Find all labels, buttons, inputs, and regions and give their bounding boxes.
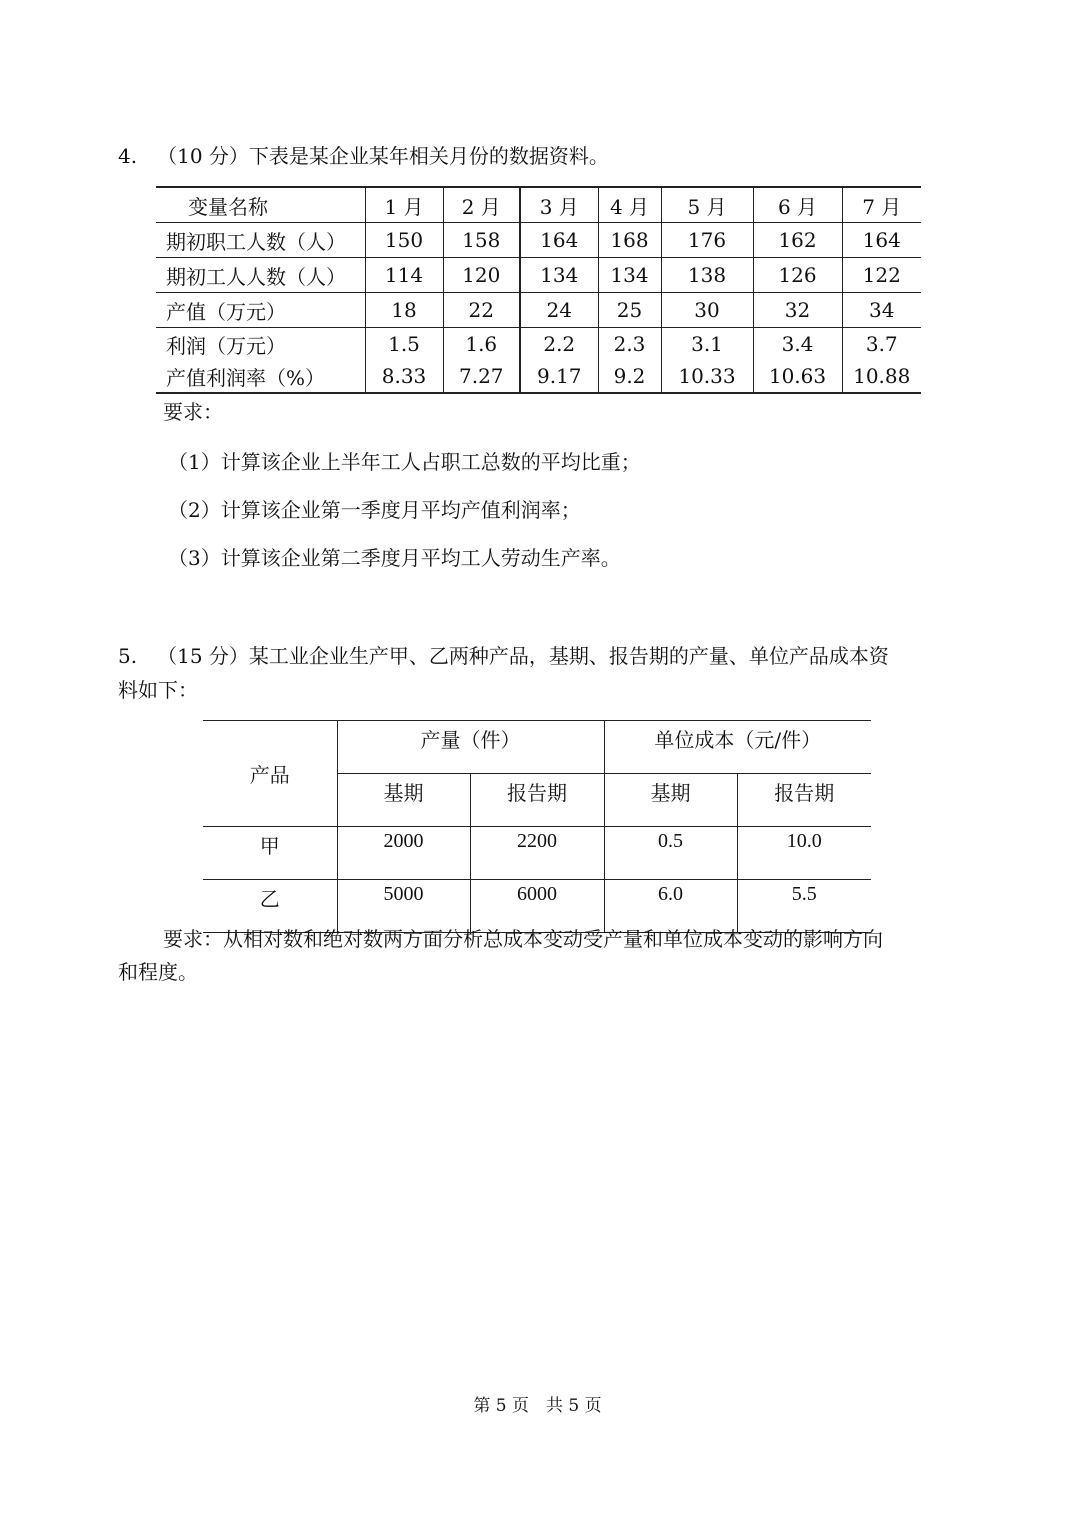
row-label: 期初工人人数（人） — [156, 258, 365, 293]
table-cell: 5.5 — [737, 880, 871, 933]
table-cell: 164 — [842, 223, 921, 258]
table-cell: 134 — [520, 258, 598, 293]
table-cell: 18 — [365, 293, 443, 328]
table-cell: 164 — [520, 223, 598, 258]
subheader-report: 报告期 — [470, 774, 604, 827]
requirement-3: （3）计算该企业第二季度月平均工人劳动生产率。 — [168, 546, 621, 570]
row-label: 产值利润率（%） — [156, 360, 365, 393]
table-cell: 3.1 — [661, 328, 753, 361]
row-label: 期初职工人数（人） — [156, 223, 365, 258]
table-cell: 150 — [365, 223, 443, 258]
header-cell: 6 月 — [753, 187, 842, 223]
table-cell: 168 — [598, 223, 661, 258]
table-cell: 0.5 — [604, 827, 737, 880]
header-cell: 1 月 — [365, 187, 443, 223]
table-cell: 3.7 — [842, 328, 921, 361]
question-5-requirement-continued: 和程度。 — [118, 960, 198, 984]
table-cell: 8.33 — [365, 360, 443, 393]
table-cell: 30 — [661, 293, 753, 328]
table-row — [156, 328, 921, 361]
subheader-base: 基期 — [604, 774, 737, 827]
table-cell: 2200 — [470, 827, 604, 880]
question-number: 4. — [118, 144, 138, 168]
table-cell: 9.17 — [520, 360, 598, 393]
table-cell: 114 — [365, 258, 443, 293]
table-cell: 162 — [753, 223, 842, 258]
subheader-report: 报告期 — [737, 774, 871, 827]
table-cell: 134 — [598, 258, 661, 293]
unit-cost-header: 单位成本（元/件） — [604, 721, 871, 774]
product-name: 乙 — [203, 880, 337, 933]
header-cell: 4 月 — [598, 187, 661, 223]
table-cell: 6.0 — [604, 880, 737, 933]
row-label: 产值（万元） — [156, 293, 365, 328]
table-cell: 138 — [661, 258, 753, 293]
requirement-2: （2）计算该企业第一季度月平均产值利润率； — [168, 498, 581, 522]
table-cell: 5000 — [337, 880, 470, 933]
table-cell: 158 — [443, 223, 520, 258]
table-cell: 9.2 — [598, 360, 661, 393]
table-cell: 24 — [520, 293, 598, 328]
table-cell: 120 — [443, 258, 520, 293]
monthly-data-table — [156, 186, 921, 394]
table-row — [156, 293, 921, 328]
header-cell: 5 月 — [661, 187, 753, 223]
header-cell: 3 月 — [520, 187, 598, 223]
table-row — [203, 827, 871, 880]
requirement-1: （1）计算该企业上半年工人占职工总数的平均比重； — [168, 450, 641, 474]
page-footer: 第 5 页 共 5 页 — [473, 1396, 602, 1416]
question-5-stem-continued: 料如下： — [118, 678, 198, 702]
table-cell: 176 — [661, 223, 753, 258]
table-cell: 1.6 — [443, 328, 520, 361]
question-5-requirement: 要求：从相对数和绝对数两方面分析总成本变动受产量和单位成本变动的影响方向 — [163, 927, 883, 951]
question-4-stem — [118, 142, 609, 170]
table-cell: 1.5 — [365, 328, 443, 361]
product-header: 产品 — [203, 721, 337, 827]
table-cell: 6000 — [470, 880, 604, 933]
table-row — [156, 223, 921, 258]
table-header-row — [156, 187, 921, 223]
table-cell: 10.88 — [842, 360, 921, 393]
question-text: （10 分）下表是某企业某年相关月份的数据资料。 — [157, 144, 609, 168]
product-name: 甲 — [203, 827, 337, 880]
table-header-row — [203, 721, 871, 774]
table-cell: 126 — [753, 258, 842, 293]
table-cell: 10.0 — [737, 827, 871, 880]
table-cell: 2.3 — [598, 328, 661, 361]
table-cell: 122 — [842, 258, 921, 293]
subheader-base: 基期 — [337, 774, 470, 827]
table-cell: 10.63 — [753, 360, 842, 393]
table-cell: 32 — [753, 293, 842, 328]
header-cell: 7 月 — [842, 187, 921, 223]
requirements-label: 要求： — [163, 400, 223, 424]
table-cell: 2000 — [337, 827, 470, 880]
table-cell: 34 — [842, 293, 921, 328]
table-cell: 22 — [443, 293, 520, 328]
quantity-header: 产量（件） — [337, 721, 604, 774]
row-label: 利润（万元） — [156, 328, 365, 361]
product-cost-table — [203, 720, 871, 933]
question-number: 5. — [118, 644, 138, 668]
question-5-stem — [118, 642, 889, 670]
table-cell: 2.2 — [520, 328, 598, 361]
table-row — [156, 258, 921, 293]
header-cell: 2 月 — [443, 187, 520, 223]
table-cell: 7.27 — [443, 360, 520, 393]
table-row — [156, 360, 921, 393]
table-cell: 10.33 — [661, 360, 753, 393]
question-text: （15 分）某工业企业生产甲、乙两种产品，基期、报告期的产量、单位产品成本资 — [157, 644, 889, 668]
table-cell: 25 — [598, 293, 661, 328]
table-cell: 3.4 — [753, 328, 842, 361]
header-cell: 变量名称 — [156, 187, 365, 223]
